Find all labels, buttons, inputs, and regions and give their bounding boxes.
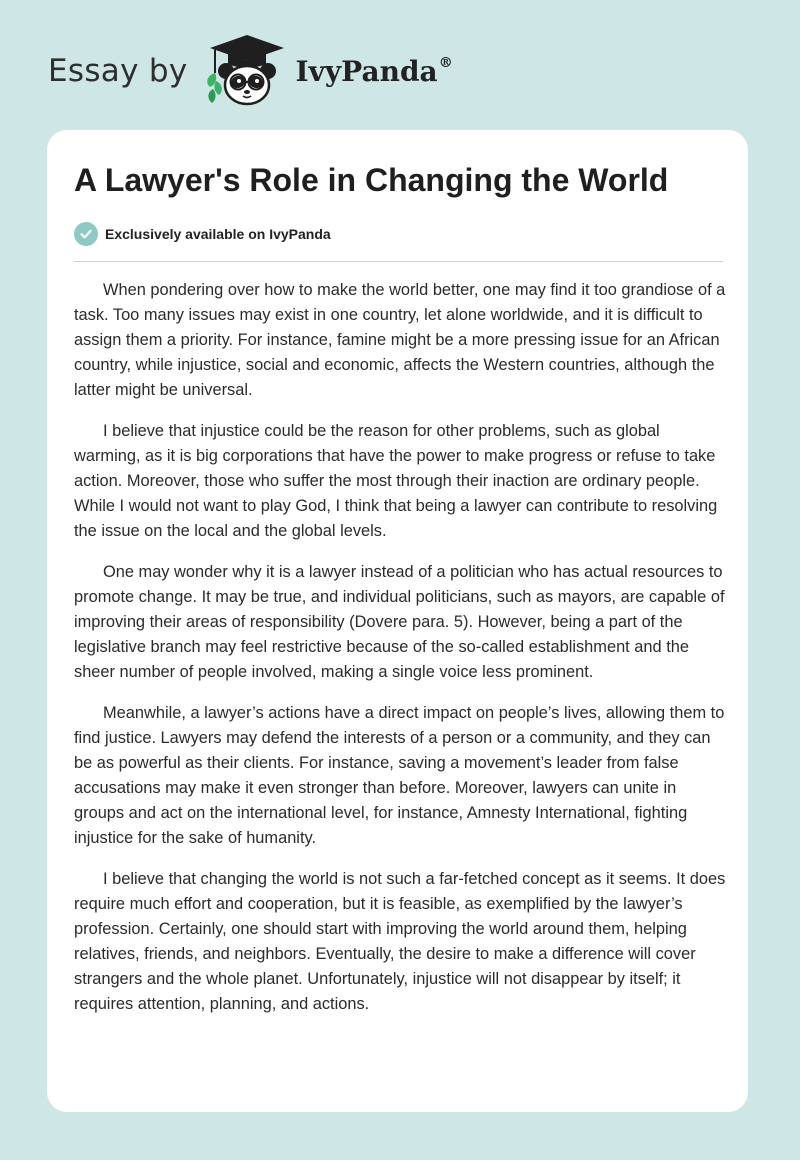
paragraph: When pondering over how to make the world better, one may find it too grandiose of a task. Too many issues may exist in one country, let alone worldwide, and it is difficult to assign them a priority. For instance, famine might be a more pressing issue for an African country, while injustice, social and economic, affects the Western countries, although the latter might be universal. <box>74 281 726 399</box>
exclusive-label: Exclusively available on IvyPanda <box>105 226 331 242</box>
brand-prefix: Essay by <box>48 53 188 89</box>
brand-header[interactable] <box>48 28 453 114</box>
paragraph: I believe that changing the world is not such a far-fetched concept as it seems. It does require much effort and cooperation, but it is feasible, as exemplified by the lawyer’s profession. Certainly, one should start with improving the world around them, helping relatives, friends, and neighbors. Eventually, the desire to make a difference will cover strangers and the whole planet. Unfortunately, injustice will not disappear by itself; it requires attention, planning, and actions. <box>74 870 726 1013</box>
divider <box>74 261 723 262</box>
paragraph: I believe that injustice could be the reason for other problems, such as global warming, as it is big corporations that have the power to make progress or refuse to take action. Moreover, those who suffer the most through their inaction are ordinary people. While I would not want to play God, I think that being a lawyer can contribute to resolving the issue on the local and the global levels. <box>74 422 718 540</box>
check-icon <box>74 222 98 246</box>
exclusive-badge <box>74 222 331 246</box>
brand-name <box>296 55 453 88</box>
essay-title: A Lawyer's Role in Changing the World <box>74 162 669 198</box>
paragraph: Meanwhile, a lawyer’s actions have a direct impact on people’s lives, allowing them to find justice. Lawyers may defend the interests of a person or a community, and they can be as powerful as their clients. For instance, saving a movement’s leader from false accusations may make it even stronger than before. Moreover, lawyers can unite in groups and act on the international level, for instance, Amnesty International, fighting injustice for the sake of humanity. <box>74 704 725 847</box>
registered-mark: ® <box>438 54 453 71</box>
brand-name-text: IvyPanda <box>295 54 438 88</box>
essay-body <box>74 278 726 1033</box>
paragraph: One may wonder why it is a lawyer instead of a politician who has actual resources to promote change. It may be true, and individual politicians, such as mayors, are capable of improving their areas of responsibility (Dovere para. 5). However, being a part of the legislative branch may feel restrictive because of the so-called establishment and the sheer number of people involved, making a single voice less prominent. <box>74 563 725 681</box>
panda-graduate-logo <box>202 31 292 111</box>
essay-card <box>47 130 748 1112</box>
